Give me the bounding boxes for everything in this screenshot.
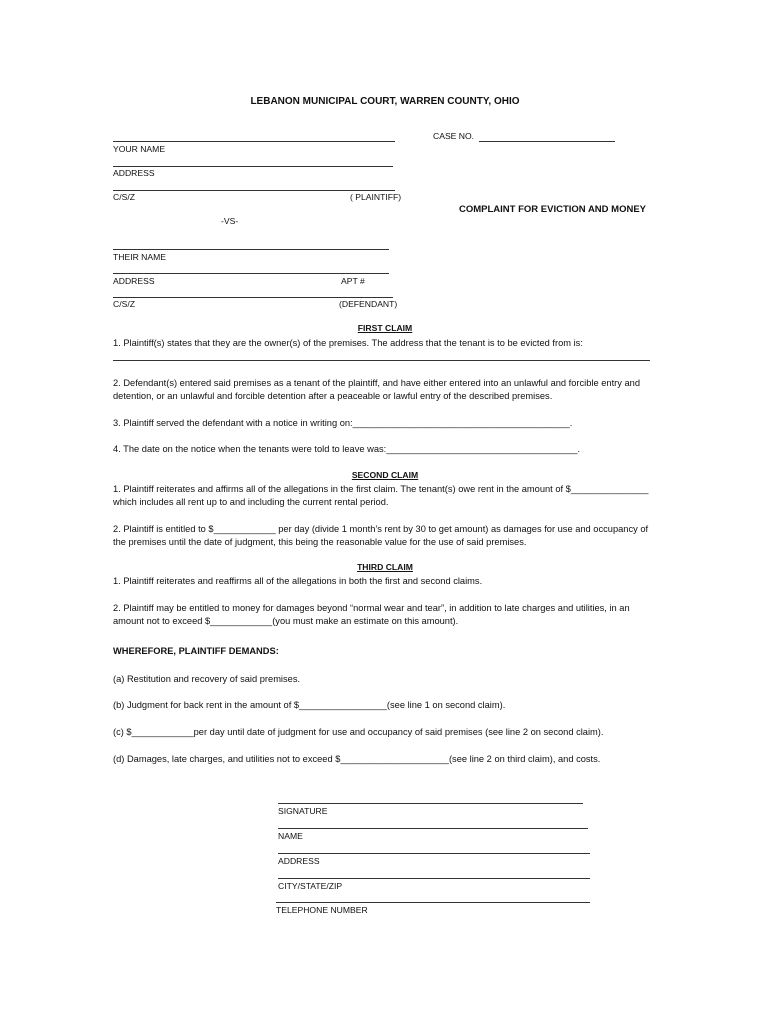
demand-a: (a) Restitution and recovery of said premises. xyxy=(113,674,301,684)
your-name-line[interactable] xyxy=(113,141,395,142)
your-name-label: YOUR NAME xyxy=(113,144,166,154)
defendant-csz-label: C/S/Z xyxy=(113,299,135,309)
defendant-csz-line[interactable] xyxy=(113,297,393,298)
second-claim-heading: SECOND CLAIM xyxy=(351,470,419,480)
third-claim-heading: THIRD CLAIM xyxy=(357,562,413,572)
defendant-address-line[interactable] xyxy=(113,273,389,274)
apt-label: APT # xyxy=(341,276,365,286)
city-state-zip-label: CITY/STATE/ZIP xyxy=(278,881,343,891)
first-claim-p4: 4. The date on the notice when the tenants were told to leave was:_____________________________________. xyxy=(113,444,581,454)
demand-b: (b) Judgment for back rent in the amount of $_________________(see line 1 on second claim). xyxy=(113,700,506,710)
plaintiff-address-line[interactable] xyxy=(113,166,393,167)
second-claim-p2-line2: the premises until the date of judgment, this being the reasonable value for the use of said premises. xyxy=(113,537,527,547)
plaintiff-role-label: ( PLAINTIFF) xyxy=(350,192,402,202)
eviction-address-line[interactable] xyxy=(113,360,650,361)
address-label: ADDRESS xyxy=(278,856,320,866)
telephone-label: TELEPHONE NUMBER xyxy=(276,905,368,915)
defendant-address-label: ADDRESS xyxy=(113,276,155,286)
first-claim-p2-line1: 2. Defendant(s) entered said premises as a tenant of the plaintiff, and have either entered into an unlawful and forcible entry and xyxy=(113,378,640,388)
wherefore-heading: WHEREFORE, PLAINTIFF DEMANDS: xyxy=(113,646,279,656)
first-claim-heading: FIRST CLAIM xyxy=(357,323,413,333)
defendant-role-label: (DEFENDANT) xyxy=(339,299,398,309)
case-no-field[interactable] xyxy=(479,141,615,142)
signature-label: SIGNATURE xyxy=(278,806,328,816)
court-title: LEBANON MUNICIPAL COURT, WARREN COUNTY, OHIO xyxy=(250,96,520,107)
name-line[interactable] xyxy=(278,828,588,829)
name-label: NAME xyxy=(278,831,303,841)
their-name-label: THEIR NAME xyxy=(113,252,166,262)
first-claim-p3: 3. Plaintiff served the defendant with a notice in writing on:__________________________________________. xyxy=(113,418,573,428)
first-claim-p1: 1. Plaintiff(s) states that they are the owner(s) of the premises. The address that the tenant is to be evicted from is: xyxy=(113,338,583,348)
first-claim-p2-line2: detention, or an unlawful and forcible detention after a peaceable or lawful entry of the described premises. xyxy=(113,391,553,401)
third-claim-p2-line2: amount not to exceed $____________(you must make an estimate on this amount). xyxy=(113,616,459,626)
plaintiff-csz-label: C/S/Z xyxy=(113,192,135,202)
vs-label: -VS- xyxy=(221,216,239,226)
demand-d: (d) Damages, late charges, and utilities not to exceed $_____________________(see line 2 on third claim), and costs. xyxy=(113,754,601,764)
plaintiff-address-label: ADDRESS xyxy=(113,168,155,178)
demand-c: (c) $____________per day until date of judgment for use and occupancy of said premises (see line 2 on second claim). xyxy=(113,727,604,737)
second-claim-p1-line2: which includes all rent up to and including the current rental period. xyxy=(113,497,389,507)
third-claim-p1: 1. Plaintiff reiterates and reaffirms all of the allegations in both the first and second claims. xyxy=(113,576,483,586)
complaint-title: COMPLAINT FOR EVICTION AND MONEY xyxy=(459,204,647,215)
second-claim-p2-line1: 2. Plaintiff is entitled to $____________ per day (divide 1 month’s rent by 30 to get amount) as damages for use and occupancy of xyxy=(113,524,649,534)
second-claim-p1-line1: 1. Plaintiff reiterates and affirms all of the allegations in the first claim. The tenant(s) owe rent in the amount of $_______________ xyxy=(113,484,649,494)
case-no-label: CASE NO. xyxy=(433,131,475,141)
their-name-line[interactable] xyxy=(113,249,389,250)
signature-line[interactable] xyxy=(278,803,583,804)
city-state-zip-line[interactable] xyxy=(278,878,590,879)
third-claim-p2-line1: 2. Plaintiff may be entitled to money for damages beyond “normal wear and tear”, in addition to late charges and utilities, in an xyxy=(113,603,630,613)
plaintiff-csz-line[interactable] xyxy=(113,190,395,191)
address-line[interactable] xyxy=(278,853,590,854)
telephone-line[interactable] xyxy=(276,902,590,903)
